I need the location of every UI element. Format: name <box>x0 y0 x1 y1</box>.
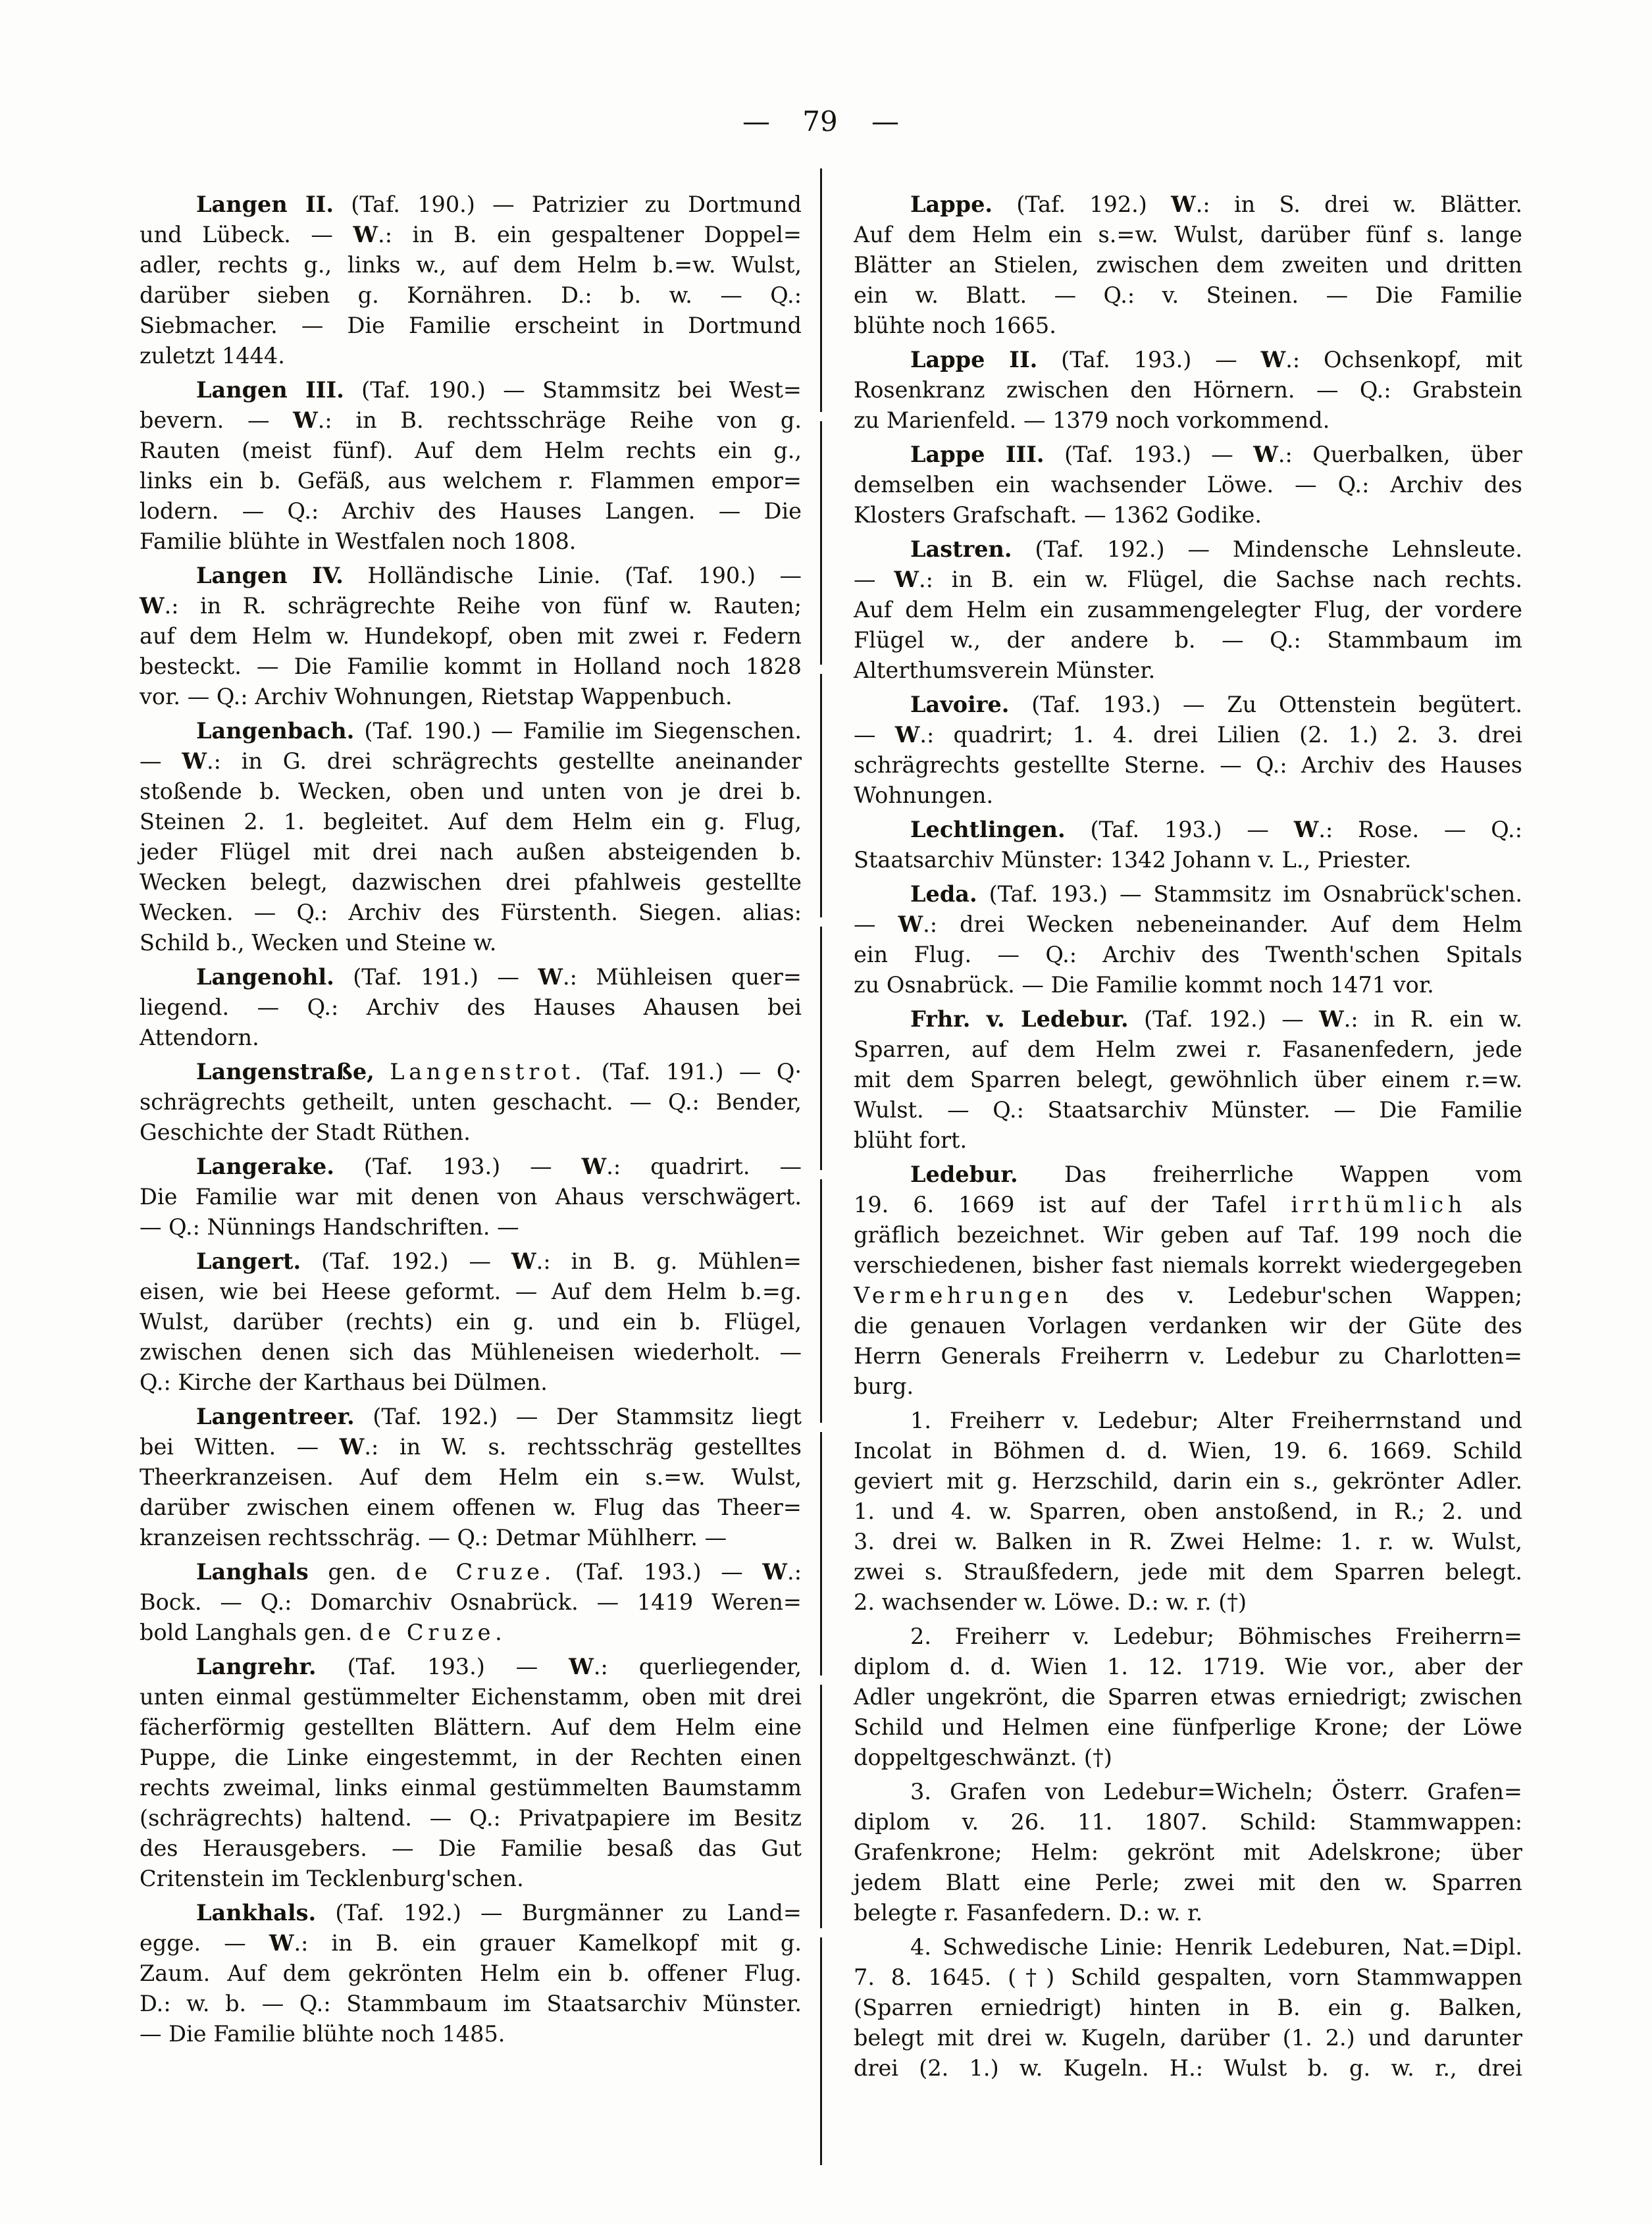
text-line: Wohnungen. <box>854 782 994 808</box>
text-line: Critenstein im Tecklenburg'schen. <box>140 1866 524 1891</box>
text-line: links ein b. Gefäß, aus welchem r. Flammen empor= <box>140 468 802 494</box>
text-line: — Q.: Nünnings Handschriften. — <box>140 1214 519 1240</box>
headword-bold: W <box>353 222 378 247</box>
text-line: doppeltgeschwänzt. (†) <box>854 1745 1112 1770</box>
text-line: Zaum. Auf dem gekrönten Helm ein b. offener Flug. <box>140 1960 802 1986</box>
headword-bold: W <box>1253 442 1278 467</box>
heraldry-entry <box>854 1622 1522 1773</box>
headword-bold: Langhals <box>196 1559 309 1585</box>
text-line: demselben ein wachsender Löwe. — Q.: Archiv des <box>854 472 1522 498</box>
text-line: Langert. (Taf. 192.) — W.: in B. g. Mühlen= <box>196 1248 802 1274</box>
text-line: des Herausgebers. — Die Familie besaß das Gut <box>140 1835 802 1861</box>
text-line: Lavoire. (Taf. 193.) — Zu Ottenstein begütert. <box>910 692 1522 717</box>
headword-bold: W <box>538 964 563 990</box>
text-line: Sparren, auf dem Helm zwei r. Fasanenfedern, jede <box>854 1036 1522 1062</box>
headword-bold: Lappe III. <box>910 442 1045 467</box>
text-line: Langenohl. (Taf. 191.) — W.: Mühleisen quer= <box>196 964 802 990</box>
text-line: Lechtlingen. (Taf. 193.) — W.: Rose. — Q.: <box>910 817 1522 842</box>
header-dash-right: — <box>871 105 898 138</box>
headword-bold: Lankhals. <box>196 1900 317 1926</box>
text-line: eisen, wie bei Heese geformt. — Auf dem Helm b.=g. <box>140 1279 802 1304</box>
text-line: Auf dem Helm ein s.=w. Wulst, darüber fünf s. lange <box>854 222 1522 247</box>
text-line: (schrägrechts) haltend. — Q.: Privatpapiere im Besitz <box>140 1805 802 1831</box>
text-line: fächerförmig gestellten Blättern. Auf dem Helm eine <box>140 1714 802 1740</box>
text-line: 7. 8. 1645. (†) Schild gespalten, vorn Stammwappen <box>854 1964 1522 1990</box>
page-number: 79 <box>802 105 838 138</box>
headword-bold: W <box>293 407 318 433</box>
text-line: Schild b., Wecken und Steine w. <box>140 930 497 956</box>
text-line: Klosters Grafschaft. — 1362 Godike. <box>854 502 1262 528</box>
text-line: die genauen Vorlagen verdanken wir der Güte des <box>854 1313 1522 1339</box>
heraldry-entry <box>140 1652 802 1894</box>
text-line: Grafenkrone; Helm: gekrönt mit Adelskrone; über <box>854 1839 1522 1865</box>
headword-bold: W <box>339 1434 365 1460</box>
headword-bold: W <box>1171 192 1196 217</box>
headword-bold: Langenbach. <box>196 718 355 744</box>
text-line: — Die Familie blühte noch 1485. <box>140 2021 505 2047</box>
text-line: 2. wachsender w. Löwe. D.: w. r. (†) <box>854 1589 1247 1615</box>
heraldry-entry <box>854 440 1522 530</box>
headword-bold: Frhr. v. Ledebur. <box>910 1006 1129 1032</box>
text-line: Langenbach. (Taf. 190.) — Familie im Siegenschen. <box>196 718 802 744</box>
text-line: Frhr. v. Ledebur. (Taf. 192.) — W.: in R. ein w. <box>910 1006 1522 1032</box>
heraldry-entry <box>140 1402 802 1553</box>
text-line: Wulst, darüber (rechts) ein g. und ein b. Flügel, <box>140 1309 802 1335</box>
text-line: mit dem Sparren belegt, gewöhnlich über einem r.=w. <box>854 1067 1522 1092</box>
text-line: belegte r. Fasanfedern. D.: w. r. <box>854 1900 1203 1926</box>
text-line: Lappe. (Taf. 192.) W.: in S. drei w. Blätter. <box>910 192 1522 217</box>
text-line: und Lübeck. — W.: in B. ein gespaltener Doppel= <box>140 222 802 247</box>
headword-bold: Lappe. <box>910 192 993 217</box>
headword-bold: W <box>182 748 207 774</box>
text-line: W.: in R. schrägrechte Reihe von fünf w. Rauten; <box>140 593 802 619</box>
text-line: Herrn Generals Freiherrn v. Ledebur zu Charlotten= <box>854 1343 1522 1369</box>
text-line: Lappe II. (Taf. 193.) — W.: Ochsenkopf, mit <box>910 347 1522 372</box>
text-line: zuletzt 1444. <box>140 343 285 369</box>
text-line: Alterthumsverein Münster. <box>854 657 1156 683</box>
letterspaced-text: de Cruze. <box>359 1620 507 1645</box>
text-line: Langenstraße, Langenstrot. (Taf. 191.) — Q· <box>196 1059 802 1085</box>
headword-bold: Lavoire. <box>910 692 1010 717</box>
text-line: Vermehrungen des v. Ledebur'schen Wappen; <box>854 1283 1522 1308</box>
heraldry-entry <box>140 1246 802 1398</box>
text-line: ein w. Blatt. — Q.: v. Steinen. — Die Familie <box>854 282 1522 308</box>
text-line: Lappe III. (Taf. 193.) — W.: Querbalken, über <box>910 442 1522 467</box>
heraldry-entry <box>854 815 1522 875</box>
text-line: kranzeisen rechtsschräg. — Q.: Detmar Mühlherr. — <box>140 1525 727 1550</box>
text-line: drei (2. 1.) w. Kugeln. H.: Wulst b. g. w. r., drei <box>854 2055 1522 2081</box>
text-line: 4. Schwedische Linie: Henrik Ledeburen, Nat.=Dipl. <box>910 1934 1522 1960</box>
text-line: Lastren. (Taf. 192.) — Mindensche Lehnsleute. <box>910 536 1522 562</box>
headword-bold: W <box>569 1654 594 1679</box>
column-divider-rule <box>820 168 822 2165</box>
text-line: diplom d. d. Wien 1. 12. 1719. Wie vor., aber der <box>854 1654 1522 1679</box>
text-line: liegend. — Q.: Archiv des Hauses Ahausen bei <box>140 994 802 1020</box>
heraldry-entry <box>140 375 802 557</box>
text-line: schrägrechts getheilt, unten geschacht. — Q.: Bender, <box>140 1089 802 1115</box>
headword-bold: W <box>1260 347 1286 372</box>
text-line: Die Familie war mit denen von Ahaus verschwägert. <box>140 1184 802 1210</box>
text-line: Incolat in Böhmen d. d. Wien, 19. 6. 1669. Schild <box>854 1438 1522 1464</box>
heraldry-entry <box>854 1777 1522 1928</box>
headword-bold: Langerake. <box>196 1154 334 1179</box>
headword-bold: W <box>269 1930 294 1956</box>
text-line: blüht fort. <box>854 1127 968 1153</box>
text-line: Langhals gen. de Cruze. (Taf. 193.) — W.: <box>196 1559 802 1585</box>
text-line: Familie blühte in Westfalen noch 1808. <box>140 528 577 554</box>
header-dash-left: — <box>742 105 769 138</box>
text-line: Lankhals. (Taf. 192.) — Burgmänner zu Land= <box>196 1900 802 1926</box>
text-line: — W.: in G. drei schrägrechts gestellte aneinander <box>140 748 802 774</box>
headword-bold: W <box>1293 817 1319 842</box>
heraldry-entry <box>854 690 1522 811</box>
headword-bold: Leda. <box>910 881 977 907</box>
headword-bold: Langen IV. <box>196 563 344 588</box>
headword-bold: W <box>1319 1006 1344 1032</box>
text-line: Wulst. — Q.: Staatsarchiv Münster. — Die Familie <box>854 1097 1522 1123</box>
text-line: lodern. — Q.: Archiv des Hauses Langen. — Die <box>140 498 802 524</box>
headword-bold: W <box>898 911 923 937</box>
text-line: 1. und 4. w. Sparren, oben anstoßend, in R.; 2. und <box>854 1498 1522 1524</box>
heraldry-entry <box>140 1557 802 1648</box>
headword-bold: W <box>581 1154 607 1179</box>
text-line: belegt mit drei w. Kugeln, darüber (1. 2.) und darunter <box>854 2025 1522 2051</box>
text-line: gräflich bezeichnet. Wir geben auf Taf. 199 noch die <box>854 1222 1522 1248</box>
heraldry-entry <box>854 879 1522 1000</box>
letterspaced-text: irrthümlich <box>1291 1192 1467 1217</box>
text-line: Langentreer. (Taf. 192.) — Der Stammsitz liegt <box>196 1404 802 1429</box>
headword-bold: Langrehr. <box>196 1654 317 1679</box>
headword-bold: W <box>894 567 919 592</box>
text-line: Attendorn. <box>140 1025 259 1050</box>
text-line: 3. drei w. Balken in R. Zwei Helme: 1. r. w. Wulst, <box>854 1529 1522 1554</box>
text-column-right <box>854 190 1522 2084</box>
text-line: zwei s. Straußfedern, jede mit dem Sparren belegt. <box>854 1559 1522 1585</box>
text-line: bold Langhals gen. de Cruze. <box>140 1620 507 1645</box>
text-line: Langerake. (Taf. 193.) — W.: quadrirt. — <box>196 1154 802 1179</box>
text-line: egge. — W.: in B. ein grauer Kamelkopf mit g. <box>140 1930 802 1956</box>
heraldry-entry <box>854 1406 1522 1618</box>
page-header <box>742 105 898 138</box>
headword-bold: W <box>511 1248 536 1274</box>
text-line: zu Marienfeld. — 1379 noch vorkommend. <box>854 407 1330 433</box>
text-line: 3. Grafen von Ledebur=Wicheln; Österr. Grafen= <box>910 1779 1522 1804</box>
headword-bold: Langenstraße, <box>196 1059 374 1085</box>
text-line: Auf dem Helm ein zusammengelegter Flug, der vordere <box>854 597 1522 623</box>
heraldry-entry <box>140 1152 802 1242</box>
text-line: Langen IV. Holländische Linie. (Taf. 190.) — <box>196 563 802 588</box>
text-line: adler, rechts g., links w., auf dem Helm b.=w. Wulst, <box>140 252 802 278</box>
heraldry-entry <box>140 1898 802 2049</box>
text-line: Bock. — Q.: Domarchiv Osnabrück. — 1419 Weren= <box>140 1589 802 1615</box>
text-line: stoßende b. Wecken, oben und unten von je drei b. <box>140 779 802 804</box>
text-line: Blätter an Stielen, zwischen dem zweiten und dritten <box>854 252 1522 278</box>
text-line: D.: w. b. — Q.: Stammbaum im Staatsarchiv Münster. <box>140 1991 802 2016</box>
headword-bold: Lastren. <box>910 536 1012 562</box>
text-line: — W.: in B. ein w. Flügel, die Sachse nach rechts. <box>854 567 1522 592</box>
heraldry-entry <box>854 345 1522 436</box>
text-line: Rauten (meist fünf). Auf dem Helm rechts ein g., <box>140 438 802 463</box>
text-line: Geschichte der Stadt Rüthen. <box>140 1119 471 1145</box>
text-line: 1. Freiherr v. Ledebur; Alter Freiherrnstand und <box>910 1408 1522 1433</box>
text-line: Ledebur. Das freiherrliche Wappen vom <box>910 1162 1522 1187</box>
heraldry-entry <box>854 1932 1522 2084</box>
text-line: bevern. — W.: in B. rechtsschräge Reihe von g. <box>140 407 802 433</box>
text-line: Langen III. (Taf. 190.) — Stammsitz bei West= <box>196 377 802 403</box>
headword-bold: Langentreer. <box>196 1404 355 1429</box>
text-line: (Sparren erniedrigt) hinten in B. ein g. Balken, <box>854 1995 1522 2020</box>
headword-bold: W <box>140 593 165 619</box>
text-line: vor. — Q.: Archiv Wohnungen, Rietstap Wappenbuch. <box>140 684 733 709</box>
text-line: jedem Blatt eine Perle; zwei mit den w. Sparren <box>854 1870 1522 1895</box>
text-line: Flügel w., der andere b. — Q.: Stammbaum im <box>854 627 1522 653</box>
text-line: Rosenkranz zwischen den Hörnern. — Q.: Grabstein <box>854 377 1522 403</box>
text-line: darüber zwischen einem offenen w. Flug das Theer= <box>140 1495 802 1520</box>
text-line: Wecken. — Q.: Archiv des Fürstenth. Siegen. alias: <box>140 900 802 925</box>
letterspaced-text: Vermehrungen <box>854 1283 1073 1308</box>
letterspaced-text: Langenstrot. <box>390 1059 586 1085</box>
text-line: zwischen denen sich das Mühleneisen wiederholt. — <box>140 1339 802 1365</box>
text-line: zu Osnabrück. — Die Familie kommt noch 1471 vor. <box>854 972 1434 998</box>
text-line: Wecken belegt, dazwischen drei pfahlweis gestellte <box>140 869 802 895</box>
letterspaced-text: de Cruze. <box>396 1559 556 1585</box>
text-line: Langen II. (Taf. 190.) — Patrizier zu Dortmund <box>196 192 802 217</box>
text-line: Langrehr. (Taf. 193.) — W.: querliegender, <box>196 1654 802 1679</box>
text-line: schrägrechts gestellte Sterne. — Q.: Archiv des Hauses <box>854 752 1522 778</box>
text-line: Q.: Kirche der Karthaus bei Dülmen. <box>140 1369 548 1395</box>
text-line: verschiedenen, bisher fast niemals korrekt wiedergegeben <box>854 1252 1522 1278</box>
text-line: Steinen 2. 1. begleitet. Auf dem Helm ein g. Flug, <box>140 809 802 834</box>
headword-bold: Langenohl. <box>196 964 334 990</box>
text-line: auf dem Helm w. Hundekopf, oben mit zwei r. Federn <box>140 623 802 649</box>
text-line: blühte noch 1665. <box>854 313 1056 338</box>
text-line: 19. 6. 1669 ist auf der Tafel irrthümlich als <box>854 1192 1522 1217</box>
headword-bold: Lechtlingen. <box>910 817 1066 842</box>
text-line: diplom v. 26. 11. 1807. Schild: Stammwappen: <box>854 1809 1522 1835</box>
heraldry-entry <box>140 1057 802 1148</box>
heraldry-entry <box>140 561 802 712</box>
heraldry-entry <box>140 716 802 958</box>
text-line: darüber sieben g. Kornähren. D.: b. w. — Q.: <box>140 282 802 308</box>
headword-bold: W <box>894 722 920 748</box>
heraldry-entry <box>140 962 802 1053</box>
text-line: burg. <box>854 1373 914 1399</box>
text-line: ein Flug. — Q.: Archiv des Twenth'schen Spitals <box>854 942 1522 967</box>
text-line: besteckt. — Die Familie kommt in Holland noch 1828 <box>140 653 802 679</box>
heraldry-entry <box>854 1160 1522 1402</box>
text-line: unten einmal gestümmelter Eichenstamm, oben mit drei <box>140 1684 802 1710</box>
text-line: Theerkranzeisen. Auf dem Helm ein s.=w. Wulst, <box>140 1464 802 1490</box>
headword-bold: Langert. <box>196 1248 301 1274</box>
text-line: Puppe, die Linke eingestemmt, in der Rechten einen <box>140 1745 802 1770</box>
text-line: geviert mit g. Herzschild, darin ein s., gekrönter Adler. <box>854 1468 1522 1494</box>
heraldry-entry <box>854 534 1522 686</box>
text-line: — W.: drei Wecken nebeneinander. Auf dem Helm <box>854 911 1522 937</box>
heraldry-entry <box>854 190 1522 341</box>
heraldry-entry <box>140 190 802 371</box>
text-line: Siebmacher. — Die Familie erscheint in Dortmund <box>140 313 802 338</box>
text-line: rechts zweimal, links einmal gestümmelten Baumstamm <box>140 1775 802 1801</box>
headword-bold: Lappe II. <box>910 347 1038 372</box>
text-line: Leda. (Taf. 193.) — Stammsitz im Osnabrück'schen. <box>910 881 1522 907</box>
heraldry-entry <box>854 1004 1522 1156</box>
text-line: bei Witten. — W.: in W. s. rechtsschräg gestelltes <box>140 1434 802 1460</box>
text-line: Staatsarchiv Münster: 1342 Johann v. L., Priester. <box>854 847 1412 873</box>
headword-bold: W <box>762 1559 788 1585</box>
text-line: 2. Freiherr v. Ledebur; Böhmisches Freiherrn= <box>910 1624 1522 1649</box>
headword-bold: Langen II. <box>196 192 334 217</box>
text-column-left <box>140 190 802 2049</box>
text-line: — W.: quadrirt; 1. 4. drei Lilien (2. 1.) 2. 3. drei <box>854 722 1522 748</box>
text-line: Schild und Helmen eine fünfperlige Krone; der Löwe <box>854 1714 1522 1740</box>
headword-bold: Langen III. <box>196 377 344 403</box>
text-line: jeder Flügel mit drei nach außen absteigenden b. <box>140 839 802 865</box>
headword-bold: Ledebur. <box>910 1162 1018 1187</box>
text-line: Adler ungekrönt, die Sparren etwas erniedrigt; zwischen <box>854 1684 1522 1710</box>
